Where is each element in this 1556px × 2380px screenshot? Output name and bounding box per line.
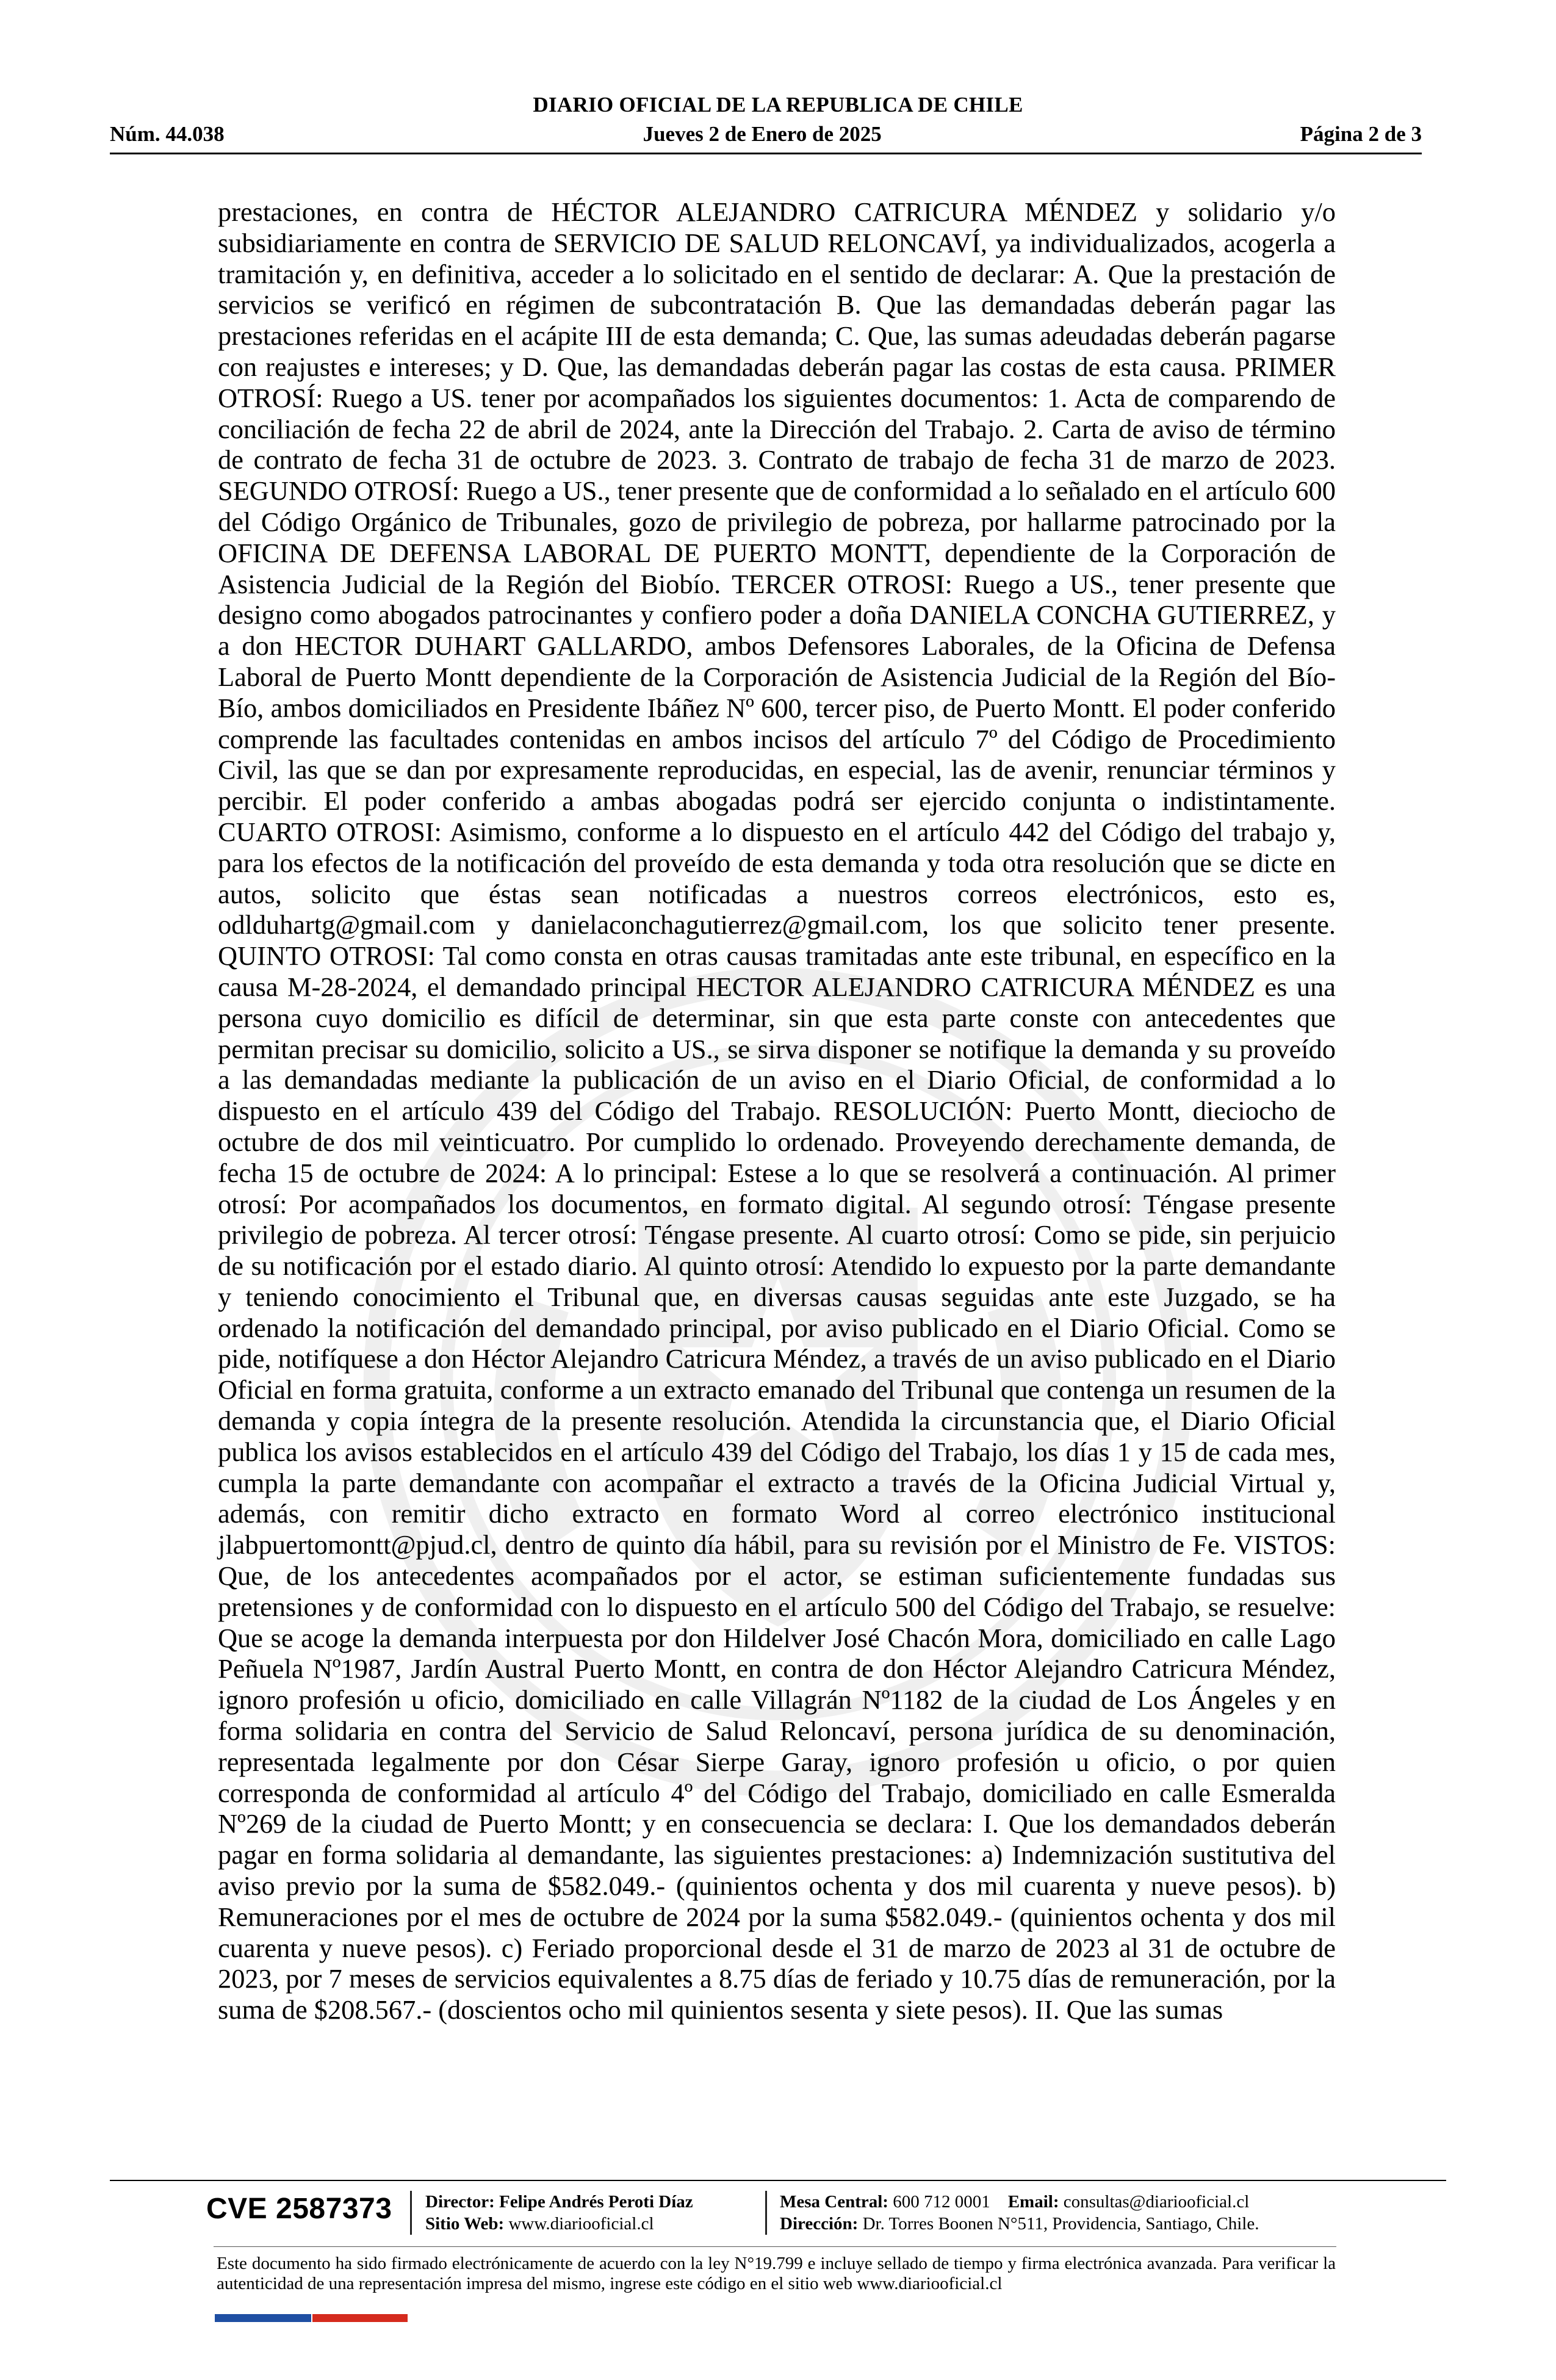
director-label: Director: [425, 2192, 495, 2212]
address-value: Dr. Torres Boonen N°511, Providencia, Santiago, Chile. [862, 2214, 1259, 2234]
flag-stripe-blue [215, 2314, 311, 2322]
email-link[interactable]: consultas@diariooficial.cl [1063, 2192, 1250, 2212]
issue-date: Jueves 2 de Enero de 2025 [643, 122, 882, 146]
page-indicator: Página 2 de 3 [1300, 122, 1422, 146]
signature-disclaimer: Este documento ha sido firmado electrónicamente de acuerdo con la ley N°19.799 e incluye sellado de tiempo y firma electrónica avanzada. Para verificar la autenticidad de una representación impresa del mismo, ingrese este código en el sitio web www.diariooficial.cl [217, 2254, 1336, 2293]
mesa-phone: 600 712 0001 [893, 2192, 990, 2212]
publication-title: DIARIO OFICIAL DE LA REPUBLICA DE CHILE [533, 93, 1023, 117]
footer-thin-divider [214, 2246, 1336, 2247]
director-name: Felipe Andrés Peroti Díaz [499, 2192, 693, 2212]
cve-code: CVE 2587373 [206, 2193, 392, 2225]
mesa-label: Mesa Central: [780, 2192, 888, 2212]
footer-separator [410, 2191, 412, 2235]
issue-number: Núm. 44.038 [110, 122, 225, 146]
header-divider [110, 153, 1422, 154]
header-row [110, 122, 1422, 146]
address-label: Dirección: [780, 2214, 859, 2234]
document-body: prestaciones, en contra de HÉCTOR ALEJANDRO CATRICURA MÉNDEZ y solidario y/o subsidiariamente en contra de SERVICIO DE SALUD RELONCAVÍ, ya individualizados, acogerla a tramitación y, en definitiva, acceder a lo solicitado en el sentido de declarar: A. Que la prestación de servicios se verificó en régimen de subcontratación B. Que las demandadas deberán pagar las prestaciones referidas en el acápite III de esta demanda; C. Que, las sumas adeudadas deberán pagarse con reajustes e intereses; y D. Que, las demandadas deberán pagar las costas de esta causa. PRIMER OTROSÍ: Ruego a US. tener por acompañados los siguientes documentos: 1. Acta de comparendo de conciliación de fecha 22 de abril de 2024, ante la Dirección del Trabajo. 2. Carta de aviso de término de contrato de fecha 31 de octubre de 2023. 3. Contrato de trabajo de fecha 31 de marzo de 2023. SEGUNDO OTROSÍ: Ruego a US., tener presente que de conformidad a lo señalado en el artículo 600 del Código Orgánico de Tribunales, gozo de privilegio de pobreza, por hallarme patrocinado por la OFICINA DE DEFENSA LABORAL DE PUERTO MONTT, dependiente de la Corporación de Asistencia Judicial de la Región del Biobío. TERCER OTROSI: Ruego a US., tener presente que designo como abogados patrocinantes y confiero poder a doña DANIELA CONCHA GUTIERREZ, y a don HECTOR DUHART GALLARDO, ambos Defensores Laborales, de la Oficina de Defensa Laboral de Puerto Montt dependiente de la Corporación de Asistencia Judicial de la Región del Bío-Bío, ambos domiciliados en Presidente Ibáñez Nº 600, tercer piso, de Puerto Montt. El poder conferido comprende las facultades contenidas en ambos incisos del artículo 7º del Código de Procedimiento Civil, las que se dan por expresamente reproducidas, en especial, las de avenir, renunciar términos y percibir. El poder conferido a ambas abogadas podrá ser ejercido conjunta o indistintamente. CUARTO OTROSI: Asimismo, conforme a lo dispuesto en el artículo 442 del Código del trabajo y, para los efectos de la notificación del proveído de esta demanda y toda otra resolución que se dicte en autos, solicito que éstas sean notificadas a nuestros correos electrónicos, esto es, odlduhartg@gmail.com y danielaconchagutierrez@gmail.com, los que solicito tener presente. QUINTO OTROSI: Tal como consta en otras causas tramitadas ante este tribunal, en específico en la causa M-28-2024, el demandado principal HECTOR ALEJANDRO CATRICURA MÉNDEZ es una persona cuyo domicilio es difícil de determinar, sin que esta parte conste con antecedentes que permitan precisar su domicilio, solicito a US., se sirva disponer se notifique la demanda y su proveído a las demandadas mediante la publicación de un aviso en el Diario Oficial, de conformidad a lo dispuesto en el artículo 439 del Código del Trabajo. RESOLUCIÓN: Puerto Montt, dieciocho de octubre de dos mil veinticuatro. Por cumplido lo ordenado. Proveyendo derechamente demanda, de fecha 15 de octubre de 2024: A lo principal: Estese a lo que se resolverá a continuación. Al primer otrosí: Por acompañados los documentos, en formato digital. Al segundo otrosí: Téngase presente privilegio de pobreza. Al tercer otrosí: Téngase presente. Al cuarto otrosí: Como se pide, sin perjuicio de su notificación por el estado diario. Al quinto otrosí: Atendido lo expuesto por la parte demandante y teniendo conocimiento el Tribunal que, en diversas causas seguidas ante este Juzgado, se ha ordenado la notificación del demandado principal, por aviso publicado en el Diario Oficial. Como se pide, notifíquese a don Héctor Alejandro Catricura Méndez, a través de un aviso publicado en el Diario Oficial en forma gratuita, conforme a un extracto emanado del Tribunal que contenga un resumen de la demanda y copia íntegra de la presente resolución. Atendida la circunstancia que, el Diario Oficial publica los avisos establecidos en el artículo 439 del Código del Trabajo, los días 1 y 15 de cada mes, cumpla la parte demandante con acompañar el extracto a través de la Oficina Judicial Virtual y, además, con remitir dicho extracto en formato Word al correo electrónico institucional jlabpuertomontt@pjud.cl, dentro de quinto día hábil, para su revisión por el Ministro de Fe. VISTOS: Que, de los antecedentes acompañados por el actor, se estiman suficientemente fundadas sus pretensiones y de conformidad con lo dispuesto en el artículo 500 del Código del Trabajo, se resuelve: Que se acoge la demanda interpuesta por don Hildelver José Chacón Mora, domiciliado en calle Lago Peñuela Nº1987, Jardín Austral Puerto Montt, en contra de don Héctor Alejandro Catricura Méndez, ignoro profesión u oficio, domiciliado en calle Villagrán Nº1182 de la ciudad de Los Ángeles y en forma solidaria en contra del Servicio de Salud Reloncaví, persona jurídica de su denominación, representada legalmente por don César Sierpe Garay, ignoro profesión u oficio, o por quien corresponda de conformidad al artículo 4º del Código del Trabajo, domiciliado en calle Esmeralda Nº269 de la ciudad de Puerto Montt; y en consecuencia se declara: I. Que los demandados deberán pagar en forma solidaria al demandante, las siguientes prestaciones: a) Indemnización sustitutiva del aviso previo por la suma de $582.049.- (quinientos ochenta y dos mil cuarenta y nueve pesos). b) Remuneraciones por el mes de octubre de 2024 por la suma $582.049.- (quinientos ochenta y dos mil cuarenta y nueve pesos). c) Feriado proporcional desde el 31 de marzo de 2023 al 31 de octubre de 2023, por 7 meses de servicios equivalentes a 8.75 días de feriado y 10.75 días de remuneración, por la suma de $208.567.- (doscientos ocho mil quinientos sesenta y siete pesos). II. Que las sumas [218, 197, 1336, 2025]
footer-separator [765, 2191, 767, 2235]
footer-director-block [425, 2191, 693, 2235]
email-label: Email: [1007, 2192, 1059, 2212]
site-link[interactable]: www.diariooficial.cl [508, 2214, 654, 2234]
footer-divider [110, 2180, 1446, 2181]
flag-stripe-red [312, 2314, 408, 2322]
footer-contact-block [780, 2191, 1259, 2235]
site-label: Sitio Web: [425, 2214, 505, 2234]
